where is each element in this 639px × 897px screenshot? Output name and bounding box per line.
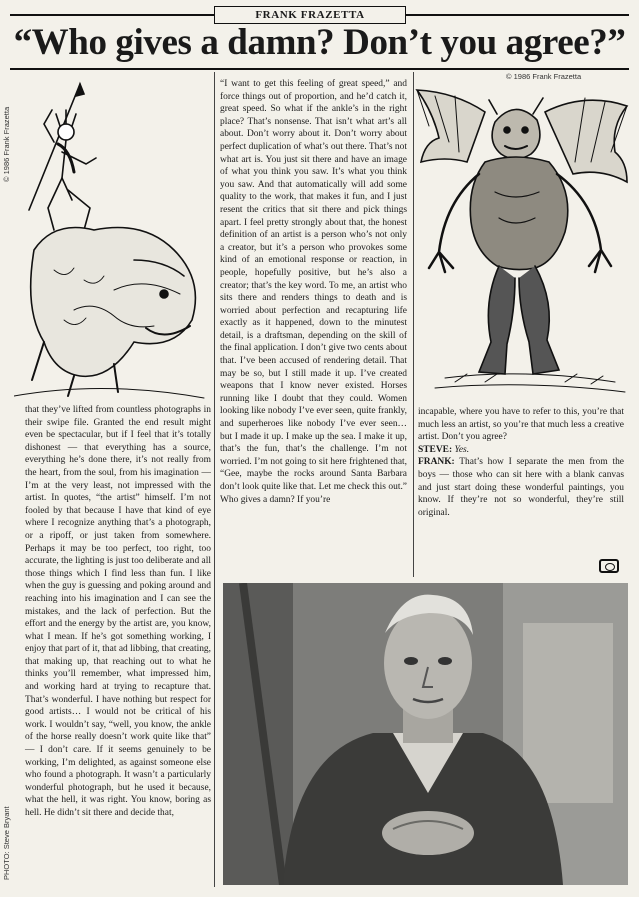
barbarian-illustration bbox=[14, 80, 210, 400]
column-rule-2 bbox=[413, 72, 414, 577]
portrait-shapes bbox=[223, 583, 628, 885]
header-rule-right bbox=[406, 14, 629, 16]
copyright-right: © 1986 Frank Frazetta bbox=[506, 72, 582, 81]
frank-label: FRANK: bbox=[418, 457, 455, 468]
column-2-text: “I want to get this feeling of great speed,” and force things out of proportion, and he’d catch it, great speed. So what if the ankle’s in the right place? That’s nonsense. That isn’t what art’s all about. Don’t worry about it. Don’t worry about perfect duplication of what’s out there. That’s not what art is. You just sit there and have an image of what you think you saw. It’s what you think you saw. And that automatically will add some quality to the work, that makes it fun, and I just resent the critics that sit there and pick things apart. I feel pretty strongly about that, the honest definition of an artist is a person who’s not only a creator, but it’s a person who provokes some kind of an emotional response or reaction, in people, hopefully positive, but he’s also a creator; that’s the key word. To me, an artist who sits there and renders things to death and is worried about perfection and recapturing life exactly as it happened, down to the minutest detail, is a draftsman, depending on the skill of the final application. I don’t give two cents about that. I’ve been accused of rendering detail. That may be so, but I still made it up. I’ve created weapons that I know never existed. Horses running like I doubt that they could. Women looking like nobody I’ve ever seen, quite frankly, and superheroes like nobody I’ve ever seen… but I made it up. I make up the sea. I make it up, that’s the fun, that’s the challenge. I’m not worried. I’m not going to sit here frightened that, “Gee, maybe the rocks around Santa Barbara don’t look quite like that. Let me check this out.” Who gives a damn? If you’re bbox=[220, 79, 407, 505]
column-rule-1 bbox=[214, 72, 215, 887]
article-column-1 bbox=[25, 404, 211, 820]
headline-rule bbox=[10, 68, 629, 70]
column-1-text: that they’ve lifted from countless photographs in their swipe file. Granted the end result might even be spectacular, but if I feel that it’s totally dishonest — that everything has a source, everything he’s done there, it’s not really from the heart, from the soul, from his imagination — I’m at the very least, not impressed with the artist. In quotes, “the artist” himself. I’m not fooled by that because I have that kind of eye where I recognize anything that’s a photograph, or a ripoff, or just taken from somewhere. Perhaps it may be too perfect, too right, too accurate, the lighting is just too deliberate and all those things which I find less than fun. I like when the guy is guessing and poking around and reaching into his imagination and I can see the mistakes, and the lack of perfection. But the effort and the energy by the artist are, you know, what I mean. If he’s got something working, I enjoy that part of it, that ad libbing, that creating, that making up, that reaching out to what he thinks you’ll remember, what impressed him, and working hard at trying to recapture that. That’s wonderful. I have nothing but respect for good artists… I would not be critical of his work. I wouldn’t say, “well, you know, the ankle of the horse really doesn’t work quite like that” — I don’t care. If it seems genuinely to be working, I’m delighted, as against someone else who found a photograph. It wasn’t a particularly wonderful photograph, but he used it because, what the hell, it was right. You know, boring as hell. He didn’t sit there and decide that, bbox=[25, 405, 211, 818]
steve-label: STEVE: bbox=[418, 444, 453, 455]
artist-portrait-photo bbox=[223, 583, 628, 885]
article-column-3 bbox=[418, 406, 624, 519]
frank-text: That’s how I separate the men from the boys — those who can sit here with a blank canvas and just start doing these wonderful paintings, you know. If they’re not so wonderful, they’re still original. bbox=[418, 457, 624, 518]
column-3-intro: incapable, where you have to refer to this, you’re that much less an artist, so you’re that much less a creative artist. Don’t you agree? bbox=[418, 407, 624, 443]
steve-text: Yes. bbox=[454, 444, 470, 455]
headline: “Who gives a damn? Don’t you agree?” bbox=[13, 22, 626, 63]
header-rule-left bbox=[10, 14, 214, 16]
gargoyle-illustration bbox=[415, 82, 630, 402]
frank-line bbox=[418, 456, 624, 519]
end-of-article-icon bbox=[599, 559, 619, 573]
article-column-2 bbox=[220, 78, 407, 506]
copyright-left: © 1986 Frank Frazetta bbox=[2, 106, 11, 182]
steve-line bbox=[418, 444, 624, 457]
photo-credit: PHOTO: Steve Bryant bbox=[2, 806, 11, 880]
section-label: FRANK FRAZETTA bbox=[214, 6, 406, 24]
